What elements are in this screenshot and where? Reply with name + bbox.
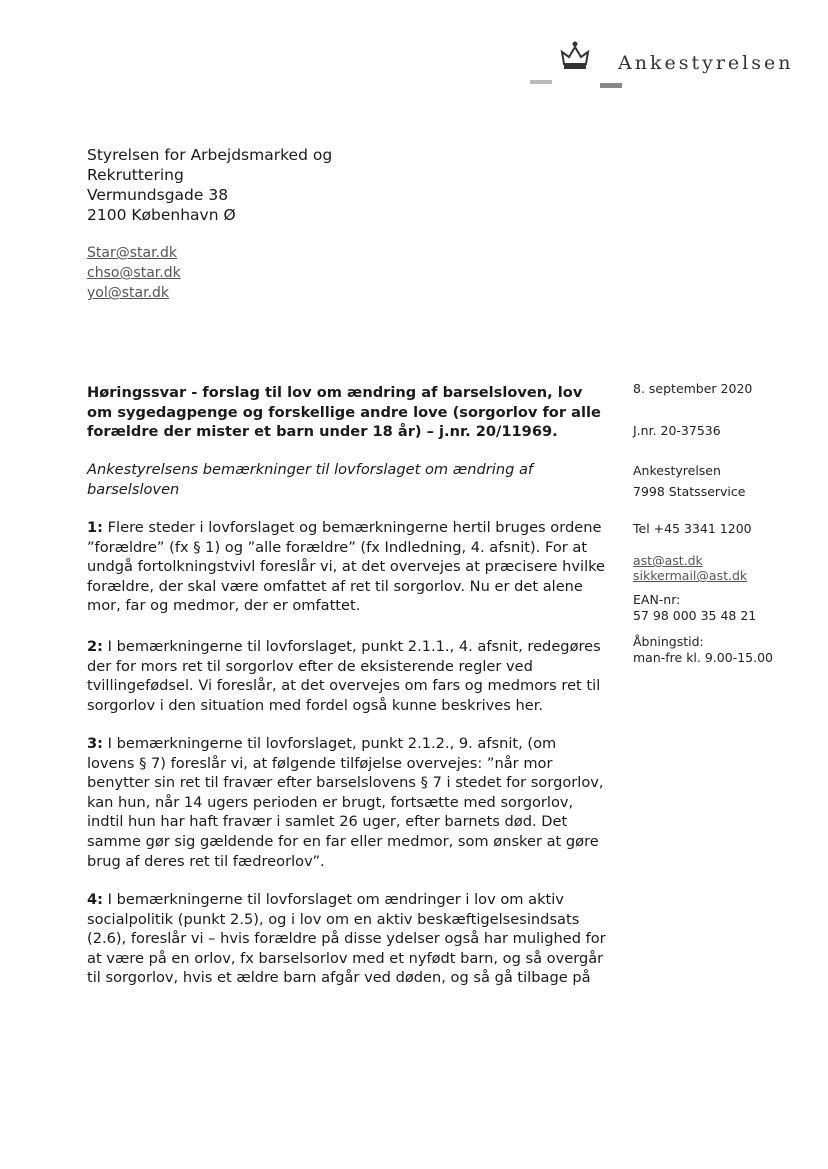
logo-bar-light [530, 80, 552, 84]
sender-city: 7998 Statsservice [633, 484, 746, 499]
letter-subtitle: Ankestyrelsens bemærkninger til lovforslaget om ændring af barselsloven [87, 461, 534, 498]
logo-bar-dark [600, 83, 622, 88]
recipient-address [87, 145, 332, 225]
email-link[interactable]: Star@star.dk [87, 245, 177, 261]
paragraph-number: 4: [87, 891, 103, 908]
sender-phone: Tel +45 3341 1200 [633, 521, 752, 536]
paragraph-text: I bemærkningerne til lovforslaget, punkt 2.1.2., 9. afsnit, (om lovens § 7) foreslår vi, at følgende tilføjelse overvejes: ”når mor benytter sin ret til fravær efter barselslovens § 7 i stedet for sorgorlov, kan hun, når 14 ugers perioden er brugt, fortsætte med sorgorlov, indtil hun har haft fravær i samlet 26 uger, efter barnets død. Det samme gør sig gældende for en far eller medmor, som ønsker at gøre brug af deres ret til fædreorlov”. [87, 735, 604, 870]
crown-icon [558, 40, 592, 74]
address-line: 2100 København Ø [87, 206, 236, 224]
agency-name: Ankestyrelsen [618, 52, 794, 74]
opening-hours [633, 634, 773, 666]
sender-name: Ankestyrelsen [633, 463, 721, 478]
ean-value: 57 98 000 35 48 21 [633, 608, 757, 623]
email-link[interactable]: chso@star.dk [87, 265, 181, 281]
paragraph-number: 3: [87, 735, 103, 752]
paragraph-text: I bemærkningerne til lovforslaget, punkt 2.1.1., 4. afsnit, redegøres der for mors ret til sorgorlov efter de eksisterende regler ved tvillingefødsel. Vi foreslår, at det overvejes om fars og medmors ret til sorgorlov i den situation med fordel også kunne beskrives her. [87, 638, 601, 714]
paragraph-text: Flere steder i lovforslaget og bemærkningerne hertil bruges ordene ”forældre” (fx § 1) og ”alle forældre” (fx Indledning, 4. afsnit). For at undgå fortolkningstvivl foreslår vi, at det overvejes at præcisere hvilke forældre, der skal være omfattet af ret til sorgorlov. Nu er det alene mor, far og medmor, der er omfattet. [87, 519, 606, 615]
paragraph-number: 1: [87, 519, 103, 536]
email-link[interactable]: yol@star.dk [87, 285, 170, 301]
paragraph-number: 2: [87, 638, 103, 655]
hours-label: Åbningstid: [633, 634, 704, 649]
email-link[interactable]: sikkermail@ast.dk [633, 568, 748, 583]
recipient-emails [87, 243, 181, 303]
address-line: Vermundsgade 38 [87, 186, 229, 204]
paragraph [87, 637, 607, 715]
email-link[interactable]: ast@ast.dk [633, 553, 703, 568]
journal-number: J.nr. 20-37536 [633, 423, 721, 438]
address-line: Styrelsen for Arbejdsmarked og [87, 146, 333, 164]
paragraph [87, 734, 607, 871]
letter-date: 8. september 2020 [633, 381, 753, 396]
letter-title: Høringssvar - forslag til lov om ændring af barselsloven, lov om sygedagpenge og forskellige andre love (sorgorlov for alle forældre der mister et barn under 18 år) – j.nr. 20/11969. [87, 384, 601, 441]
ean-block [633, 592, 756, 624]
paragraph [87, 890, 607, 988]
agency-logo [530, 40, 820, 100]
paragraph-text: I bemærkningerne til lovforslaget om ændringer i lov om aktiv socialpolitik (punkt 2.5), og i lov om en aktiv beskæftigelsesindsats (2.6), foreslår vi – hvis forældre på disse ydelser også har mulighed for at være på en orlov, fx barselsorlov med et nyfødt barn, og så overgår til sorgorlov, hvis et ældre barn afgår ved døden, og så gå tilbage på [87, 891, 606, 987]
paragraph [87, 518, 607, 616]
sender-emails [633, 553, 747, 583]
ean-label: EAN-nr: [633, 592, 681, 607]
hours-value: man-fre kl. 9.00-15.00 [633, 650, 773, 665]
sender-block [633, 461, 745, 501]
address-line: Rekruttering [87, 166, 184, 184]
